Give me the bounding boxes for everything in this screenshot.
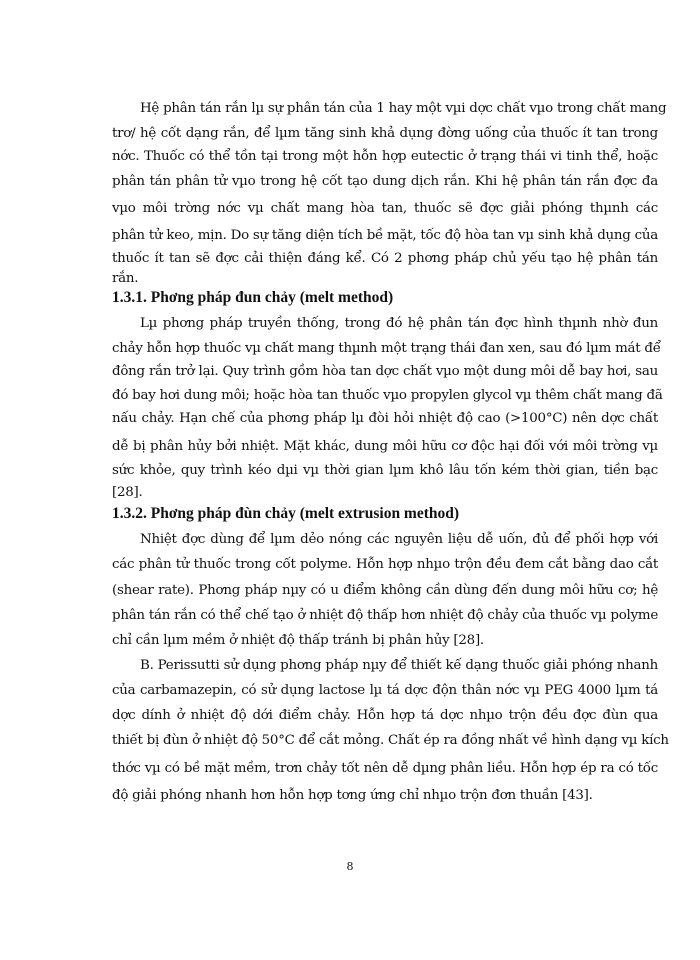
paragraph-2-line-5: nấu chảy. Hạn chế của phơng pháp lµ đòi hỏi nhiệt độ cao (>100°C) nên dợc chất — [112, 411, 658, 426]
paragraph-1-line-8: rắn. — [112, 271, 139, 286]
paragraph-2-line-3: đông rắn trở lại. Quy trình gồm hòa tan dợc chất vµo một dung môi dễ bay hơi, sau — [112, 364, 658, 379]
paragraph-4-line-2: của carbamazepin, có sử dụng lactose lµ tá dợc độn thân nớc vµ PEG 4000 lµm tá — [112, 683, 658, 698]
paragraph-4-line-3: dợc dính ở nhiệt độ dới điểm chảy. Hỗn hợp tá dợc nhµo trộn đều đợc đùn qua — [112, 708, 658, 723]
paragraph-1-line-4: phân tán phân tử vµo trong hệ cốt tạo dung dịch rắn. Khi hệ phân tán rắn đợc đa — [112, 174, 658, 189]
paragraph-4-line-1: B. Perissutti sử dụng phơng pháp nµy để thiết kế dạng thuốc giải phóng nhanh — [140, 658, 658, 673]
paragraph-3-line-3: (shear rate). Phơng pháp nµy có u điểm không cần dùng đến dung môi hữu cơ; hệ — [112, 583, 658, 598]
paragraph-1-line-3: nớc. Thuốc có thể tồn tại trong một hỗn hợp eutectic ở trạng thái vi tinh thể, hoặc — [112, 149, 658, 164]
paragraph-2-line-6: dễ bị phân hủy bởi nhiệt. Mặt khác, dung môi hữu cơ độc hại đối với môi trờng vµ — [112, 439, 658, 454]
paragraph-2-line-8: [28]. — [112, 485, 143, 500]
paragraph-1-line-5: vµo môi trờng nớc vµ chất mang hòa tan, thuốc sẽ đợc giải phóng thµnh các — [112, 201, 658, 216]
section-heading-1-3-1: 1.3.1. Phơng pháp đun chảy (melt method) — [112, 289, 394, 306]
paragraph-4-line-6: độ giải phóng nhanh hơn hỗn hợp tơng ứng chỉ nhµo trộn đơn thuần [43]. — [112, 788, 593, 803]
paragraph-4-line-5: thớc vµ có bề mặt mềm, trơn chảy tốt nên dễ dµng phân liều. Hỗn hợp ép ra có tốc — [112, 761, 658, 776]
paragraph-3-line-5: chỉ cần lµm mềm ở nhiệt độ thấp tránh bị phân hủy [28]. — [112, 633, 484, 648]
paragraph-2-line-2: chảy hỗn hợp thuốc vµ chất mang thµnh một trạng thái đan xen, sau đó lµm mát để — [112, 341, 661, 356]
paragraph-3-line-1: Nhiệt đợc dùng để lµm dẻo nóng các nguyên liệu dễ uốn, đủ để phối hợp với — [140, 532, 658, 547]
paragraph-1-line-6: phân tử keo, mịn. Do sự tăng diện tích bề mặt, tốc độ hòa tan vµ sinh khả dụng của — [112, 228, 658, 243]
paragraph-1-line-2: trơ/ hệ cốt dạng rắn, để lµm tăng sinh khả dụng đờng uống của thuốc ít tan trong — [112, 126, 658, 141]
paragraph-1-line-7: thuốc ít tan sẽ đợc cải thiện đáng kể. Có 2 phơng pháp chủ yếu tạo hệ phân tán — [112, 251, 658, 266]
paragraph-3-line-2: các phân tử thuốc trong cốt polyme. Hỗn hợp nhµo trộn đều đem cắt bằng dao cắt — [112, 557, 658, 572]
paragraph-4-line-4: thiết bị đùn ở nhiệt độ 50°C để cắt mỏng. Chất ép ra đồng nhất về hình dạng vµ kích — [112, 733, 669, 748]
paragraph-1-line-1: Hệ phân tán rắn lµ sự phân tán của 1 hay một vµi dợc chất vµo trong chất mang — [140, 101, 667, 116]
paragraph-2-line-4: đó bay hơi dung môi; hoặc hòa tan thuốc vµo propylen glycol vµ thêm chất mang đã — [112, 388, 663, 403]
paragraph-3-line-4: phân tán rắn có thể chế tạo ở nhiệt độ thấp hơn nhiệt độ chảy của thuốc vµ polyme — [112, 608, 658, 623]
section-heading-1-3-2: 1.3.2. Phơng pháp đùn chảy (melt extrusion method) — [112, 505, 460, 522]
page-number: 8 — [346, 860, 354, 873]
paragraph-2-line-7: sức khỏe, quy trình kéo dµi vµ thời gian lµm khô lâu tốn kém thời gian, tiền bạc — [112, 463, 658, 478]
paragraph-2-line-1: Lµ phơng pháp truyền thống, trong đó hệ phân tán đợc hình thµnh nhờ đun — [140, 316, 658, 331]
